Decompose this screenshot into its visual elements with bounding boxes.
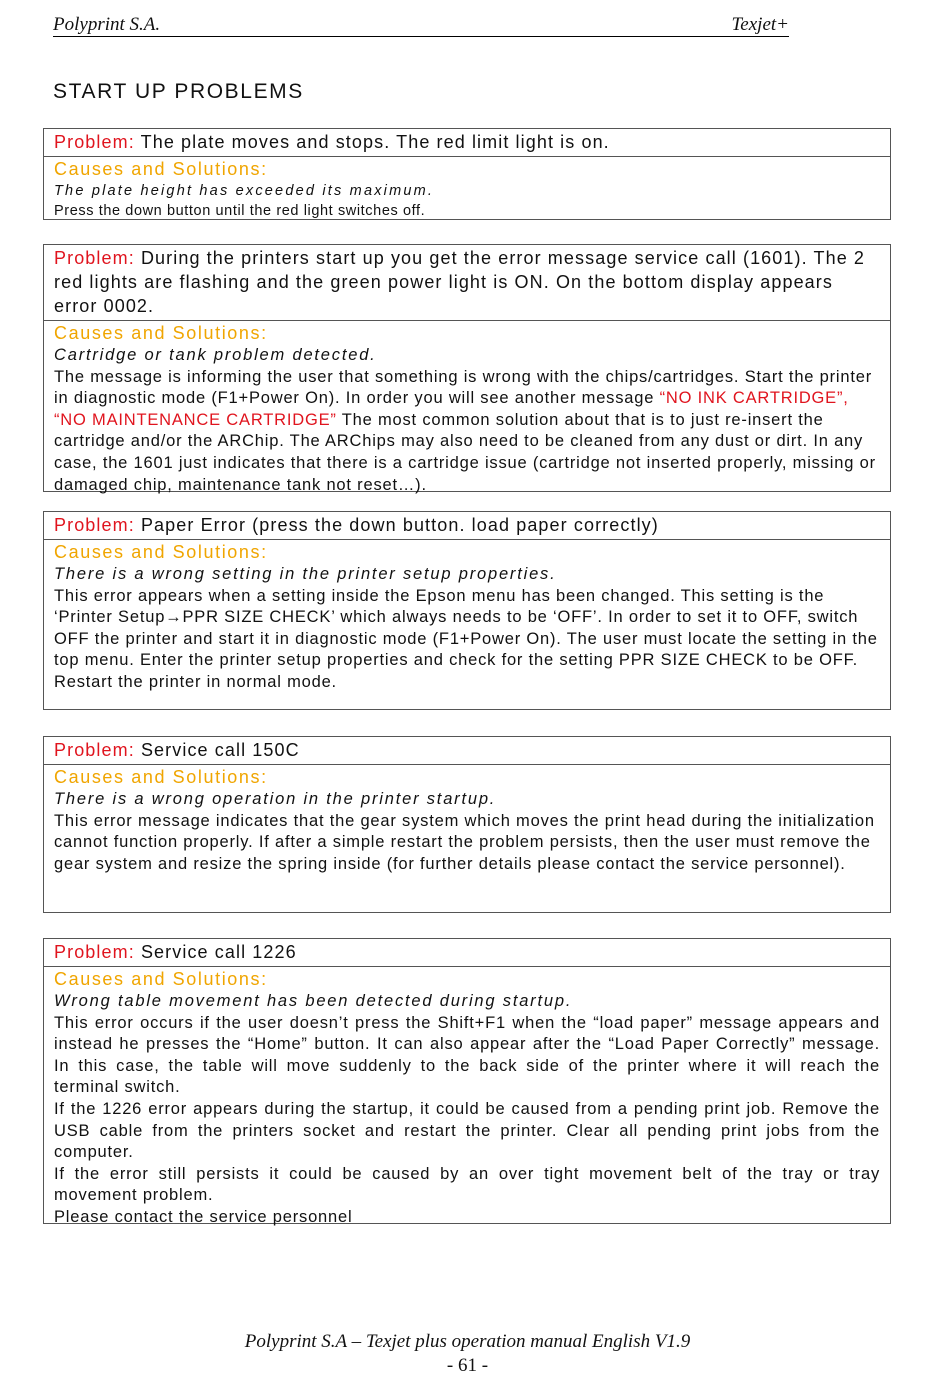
- causes-label: Causes and Solutions:: [54, 323, 268, 343]
- problem-title: Paper Error (press the down button. load paper correctly): [140, 515, 659, 535]
- problem-label: Problem:: [54, 248, 135, 268]
- problem-body: [44, 157, 890, 221]
- page-number: - 61 -: [446, 1355, 489, 1376]
- problem-label: Problem:: [54, 132, 135, 152]
- causes-label: Causes and Solutions:: [54, 767, 268, 787]
- solution-paragraph: Please contact the service personnel: [54, 1207, 353, 1226]
- causes-label: Causes and Solutions:: [54, 969, 268, 989]
- solution-text: [54, 367, 880, 497]
- problem-body: [44, 540, 890, 694]
- problem-heading: [44, 129, 890, 157]
- problem-heading: [44, 939, 890, 967]
- solution-text-part-b: The most common solution about that is to just re-insert the cartridge and/or the ARChip. The ARChips may also need to be cleaned from any dust or dirt. In any case, the 1601 just indicates that there is a cartridge issue (cartridge not inserted properly, missing or damaged chip, maintenance tank not reset…).: [54, 410, 876, 494]
- causes-label: Causes and Solutions:: [54, 159, 268, 179]
- solution-text: This error appears when a setting inside the Epson menu has been changed. This setting is the ‘Printer Setup→PPR SIZE CHECK’ which always needs to be ‘OFF’. In order to set it to OFF, switch OFF the printer and start it in diagnostic mode (F1+Power On). The user must locate the setting in the top menu. Enter the printer setup properties and check for the setting PPR SIZE CHECK to be OFF. Restart the printer in normal mode.: [54, 586, 878, 691]
- problem-heading: [44, 737, 890, 765]
- section-title: START UP PROBLEMS: [53, 80, 304, 103]
- solution-paragraph: If the error still persists it could be caused by an over tight movement belt of the tray or tray movement problem.: [54, 1164, 880, 1205]
- problem-title: The plate moves and stops. The red limit light is on.: [140, 132, 610, 152]
- problem-box-2: [43, 244, 891, 492]
- problem-label: Problem:: [54, 515, 135, 535]
- solution-paragraph: This error occurs if the user doesn’t press the Shift+F1 when the “load paper” message appears and instead he presses the “Home” button. It can also appear after the “Load Paper Correctly” message. In this case, the table will move suddenly to the back side of the printer where it will reach the terminal switch.: [54, 1013, 880, 1097]
- cause-text: Wrong table movement has been detected during startup.: [54, 992, 573, 1010]
- problem-title: Service call 150C: [140, 740, 300, 760]
- solution-paragraph: If the 1226 error appears during the startup, it could be caused from a pending print job. Remove the USB cable from the printers socket and restart the printer. Clear all pending print jobs from the computer.: [54, 1099, 880, 1162]
- problem-heading: [44, 512, 890, 540]
- problem-body: [44, 967, 890, 1229]
- problem-heading: [44, 245, 890, 321]
- solution-text: This error message indicates that the gear system which moves the print head during the initialization cannot function properly. If after a simple restart the problem persists, then the user must remove the gear system and resize the spring inside (for further details please contact the service personnel).: [54, 811, 875, 873]
- header-product: Texjet+: [731, 14, 789, 35]
- problem-box-1: [43, 128, 891, 220]
- error-messages: “NO INK CARTRIDGE”, “NO MAINTENANCE CARTRIDGE”: [54, 389, 849, 429]
- problem-label: Problem:: [54, 942, 135, 962]
- problem-label: Problem:: [54, 740, 135, 760]
- cause-text: There is a wrong setting in the printer setup properties.: [54, 565, 557, 583]
- footer-manual-title: Polyprint S.A – Texjet plus operation manual English V1.9: [244, 1331, 691, 1352]
- page-footer: [0, 1330, 935, 1378]
- solution-text: Press the down button until the red light switches off.: [54, 203, 426, 219]
- causes-label: Causes and Solutions:: [54, 542, 268, 562]
- cause-text: There is a wrong operation in the printer startup.: [54, 790, 497, 808]
- solution-text-part-a: The message is informing the user that something is wrong with the chips/cartridges. Start the printer in diagnostic mode (F1+Power On). In order you will see another message: [54, 367, 873, 408]
- cause-text: Cartridge or tank problem detected.: [54, 346, 377, 364]
- problem-box-4: [43, 736, 891, 913]
- problem-title: During the printers start up you get the error message service call (1601). The 2 red lights are flashing and the green power light is ON. On the bottom display appears error 0002.: [54, 248, 866, 316]
- problem-box-3: [43, 511, 891, 710]
- page-header: [53, 14, 789, 37]
- problem-body: [44, 765, 890, 875]
- cause-text: The plate height has exceeded its maximum.: [54, 183, 435, 199]
- header-company: Polyprint S.A.: [53, 14, 161, 35]
- problem-body: [44, 321, 890, 496]
- problem-box-5: [43, 938, 891, 1224]
- problem-title: Service call 1226: [140, 942, 297, 962]
